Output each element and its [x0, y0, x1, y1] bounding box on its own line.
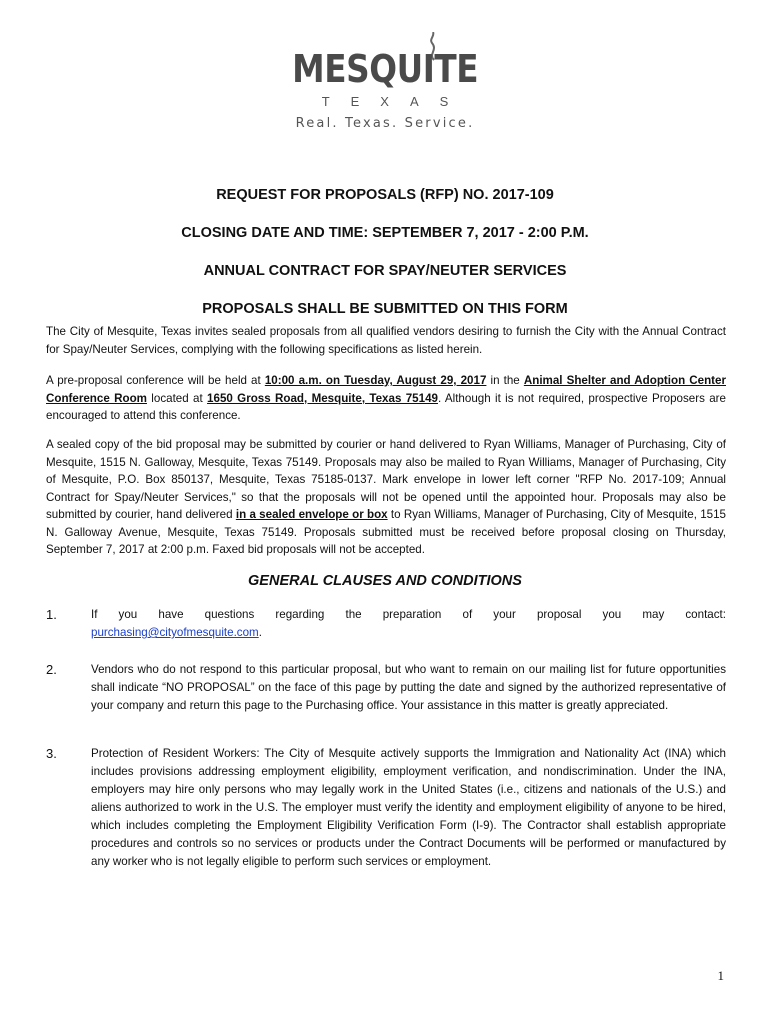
- clause-3: [46, 745, 726, 871]
- sealed-text: [46, 436, 726, 559]
- purchasing-email-link[interactable]: purchasing@cityofmesquite.com: [91, 626, 259, 639]
- logo-wordmark: MESQUITE: [291, 47, 479, 91]
- logo-tagline: Real. Texas. Service.: [295, 116, 475, 131]
- clause-1-question-line: If you have questions regarding the preparation of your proposal you may contact:: [91, 608, 726, 621]
- contract-title-heading: ANNUAL CONTRACT FOR SPAY/NEUTER SERVICES: [203, 263, 567, 279]
- conference-text-2: in the: [486, 374, 524, 387]
- clause-number: 3.: [46, 746, 57, 761]
- clause-1-period: .: [258, 626, 262, 639]
- document-headings: [0, 186, 770, 318]
- clause-1: [46, 606, 726, 642]
- rfp-number-heading: REQUEST FOR PROPOSALS (RFP) NO. 2017-109: [216, 187, 554, 203]
- conference-text: [46, 372, 726, 425]
- clause-number: 2.: [46, 662, 57, 677]
- sealed-proposal-paragraph: [46, 436, 726, 559]
- clause-number: 1.: [46, 607, 57, 622]
- conference-place: Animal Shelter and Adoption Center Conference Room: [46, 374, 726, 405]
- general-clauses-title: GENERAL CLAUSES AND CONDITIONS: [248, 573, 522, 589]
- submission-heading: PROPOSALS SHALL BE SUBMITTED ON THIS FORM: [202, 301, 568, 317]
- intro-paragraph: [46, 323, 726, 358]
- conference-text-3: located at: [146, 391, 208, 405]
- page-number: 1: [717, 968, 724, 983]
- sealed-text-1: A sealed copy of the bid proposal may be submitted by courier or hand delivered to Ryan Williams, Manager of Purchasing, City of Mesquite, 1515 N. Galloway, Mesquite, Texas 75149. Proposals may also be mailed to Ryan Williams, Manager of Purchasing, City of Mesquite, P.O. Box 850137, Mesquite, Texas 75185-0137. Mark envelope in lower left corner "RFP No. 2017-109; Annual Contract for Spay/Neuter Services," so that the proposals will not be opened until the appointed hour. Proposals may also be submitted by courier, hand delivered: [46, 438, 726, 521]
- clause-text: [91, 606, 726, 642]
- conference-address: 1650 Gross Road, Mesquite, Texas 75149: [207, 391, 438, 405]
- intro-text: The City of Mesquite, Texas invites sealed proposals from all qualified vendors desiring to furnish the City with the Annual Contract for Spay/Neuter Services, complying with the following specifications as listed herein.: [46, 325, 726, 356]
- clause-1-contact-line: [91, 624, 726, 642]
- city-logo: [0, 28, 770, 131]
- clause-text: Vendors who do not respond to this particular proposal, but who want to remain on our mailing list for future opportunities shall indicate “NO PROPOSAL” on the face of this page by putting the date and signed by the authorized representative of your company and return this page to the Purchasing office. Your assistance in this matter is greatly appreciated.: [91, 663, 726, 712]
- clause-2: [46, 661, 726, 715]
- conference-text-1: A pre-proposal conference will be held at: [46, 374, 265, 387]
- conference-paragraph: [46, 372, 726, 425]
- clause-text: Protection of Resident Workers: The City of Mesquite actively supports the Immigration and Nationality Act (INA) which includes provisions addressing employment eligibility, employment verification, and nondiscrimination. Under the INA, employers may hire only persons who may legally work in the United States (i.e., citizens and nationals of the U.S.) and aliens authorized to work in the U.S. The employer must verify the identity and employment eligibility of anyone to be hired, which includes completing the Employment Eligibility Verification Form (I-9). The Contractor shall establish appropriate procedures and controls so no services or products under the Contract Documents will be performed or manufactured by any worker who is not legally eligible to perform such services or employment.: [91, 747, 726, 868]
- closing-date-heading: CLOSING DATE AND TIME: SEPTEMBER 7, 2017 - 2:00 P.M.: [181, 225, 589, 241]
- sealed-emphasis: in a sealed envelope or box: [235, 508, 388, 521]
- conference-time: 10:00 a.m. on Tuesday, August 29, 2017: [264, 374, 487, 387]
- sealed-text-2: to Ryan Williams, Manager of Purchasing, City of Mesquite, 1515 N. Galloway Avenue, Mesquite, Texas 75149. Proposals submitted must be received before proposal closing on Thursday, September 7, 2017 at 2:00 p.m. Faxed bid proposals will not be accepted.: [46, 508, 726, 556]
- conference-text-4: . Although it is not required, prospective Proposers are encouraged to attend this conference.: [46, 391, 726, 422]
- logo-state: TEXAS: [321, 94, 470, 109]
